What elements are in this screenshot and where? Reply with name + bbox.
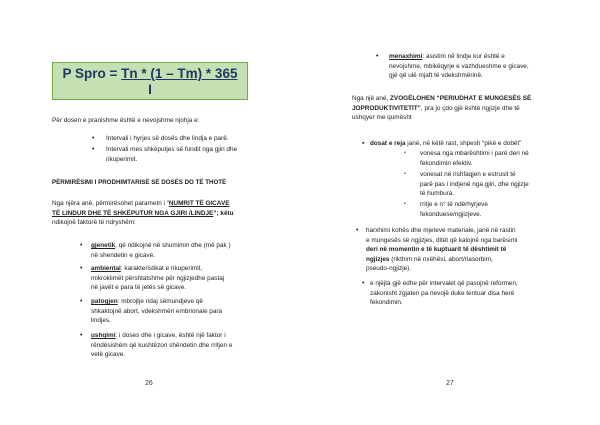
- sub-bullet-3: rritje e n° të ndërhyrjeve fekonduese/ngjizjeve.: [420, 201, 488, 218]
- interval-2: Intervali mes shkëputjes së fundit nga gjiri dhe: [106, 146, 238, 153]
- page-number: 27: [446, 380, 454, 387]
- harxhimi: harxhimi kohës dhe mjeteve materiale, janë në rastin e mungesës së ngjizjes, ditët që kalojnë nga barësimi deri në momentin e të kuptuarit të dështimit të ngjizjes (rikthim në nxëhësi, abort/riasorbim, pseudo-ngjizje).: [366, 227, 518, 273]
- bullet: •: [92, 135, 95, 142]
- factor-menaxhimi: menaxhimi: asistim në lindje kur është e nevojshme, mbikëqyrje e vazhdueshme e gicave, gjë që ulë mjaft të vdekshmërinë.: [389, 53, 529, 80]
- bullet: ▪: [362, 140, 365, 147]
- bullet: •: [376, 53, 379, 60]
- bullet: •: [356, 227, 359, 234]
- page-number: 26: [145, 380, 153, 387]
- formula-box: [52, 62, 248, 100]
- formula-line-1: P Spro = Tn * (1 – Tm) * 365: [62, 66, 238, 81]
- factor-gjenetik: gjenetik, që ndikojnë në shumimin dhe (më pak ) në shendetin e gicave.: [91, 242, 231, 259]
- formula-line-2: I: [148, 82, 152, 97]
- bullet: •: [92, 146, 95, 153]
- factor-patogjen: patogjen: mbrojtje ndaj sëmundjeve që shkaktojnë abort, vdekshmëri embrionale para lindjes.: [91, 298, 223, 325]
- right-page: [300, 0, 600, 425]
- bullet: •: [80, 242, 83, 249]
- factor-ushqimi: ushqimi: i doses dhe i gicave, është një faktor i rëndësishëm që kushtëzon shëndetin dhe rritjen e vetë gicave.: [91, 332, 233, 359]
- bullet: •: [80, 298, 83, 305]
- highlight-term-cont: TË LINDUR DHE TË SHKËPUTUR NGA GJIRI /LINDJE: [52, 209, 214, 217]
- interval-1: Intervali i hyrjes së dosës dhe lindja e parë.: [106, 135, 229, 142]
- intro-text: Për dosen e pranishme është e nevojshme njohja e:: [52, 117, 200, 124]
- paragraph: Nga njëra anë, përmirësohet parametri i “NUMRIT TË GICAVE TË LINDUR DHE TË SHKËPUTUR NGA GJIRI /LINDJE”; këtu ndikojnë faktorë të ndryshëm:: [52, 200, 234, 227]
- interval-2-cont: rikuperimit.: [106, 156, 138, 163]
- reformen-note: e njëjta gjë edhe për intervalet që pasojnë reformen, zakonisht zgjaten pa nevojë duke tentuar disa herë fekondimin.: [370, 280, 518, 307]
- bullet: •: [404, 171, 406, 177]
- bullet: •: [404, 150, 406, 156]
- sub-bullet-1: vonesa nga mbarështimi i parë deri në fekondimin efektiv.: [420, 150, 529, 167]
- bullet: •: [80, 332, 83, 339]
- bullet: •: [404, 201, 406, 207]
- bullet: •: [80, 265, 83, 272]
- bullet: •: [362, 280, 365, 287]
- dosat-e-reja: dosat e reja janë, në këtë rast, shpesh “pikë e dobët”: [370, 140, 522, 147]
- sub-bullet-2: vonesat në rishfaqjen e estrusit të parë pas i indjenë nga gjiri, dhe ngjizje të humbura.: [420, 171, 529, 198]
- factor-ambiental: ambiental: karakteristikat e rikuperimit, mikroklimët përshtatshme për ngjizjedhe pastaj në javët e para të jetës së gicave.: [91, 265, 225, 292]
- section-heading: PËRMIRËSIMI I PRODHIMTARISË SË DOSËS DO TË THOTË: [52, 179, 227, 186]
- highlight-term: NUMRIT TË GICAVE: [168, 200, 230, 207]
- paragraph-zvogelohen: Nga një anë, ZVOGËLOHEN “PERIUDHAT E MUNGESËS SË JOPRODUKTIVITETIT”, pra jo çdo gjë është ngjizje dhe të ushqyer me qumësht: [352, 95, 532, 122]
- formula-numerator: Tn * (1 – Tm) * 365: [121, 66, 238, 81]
